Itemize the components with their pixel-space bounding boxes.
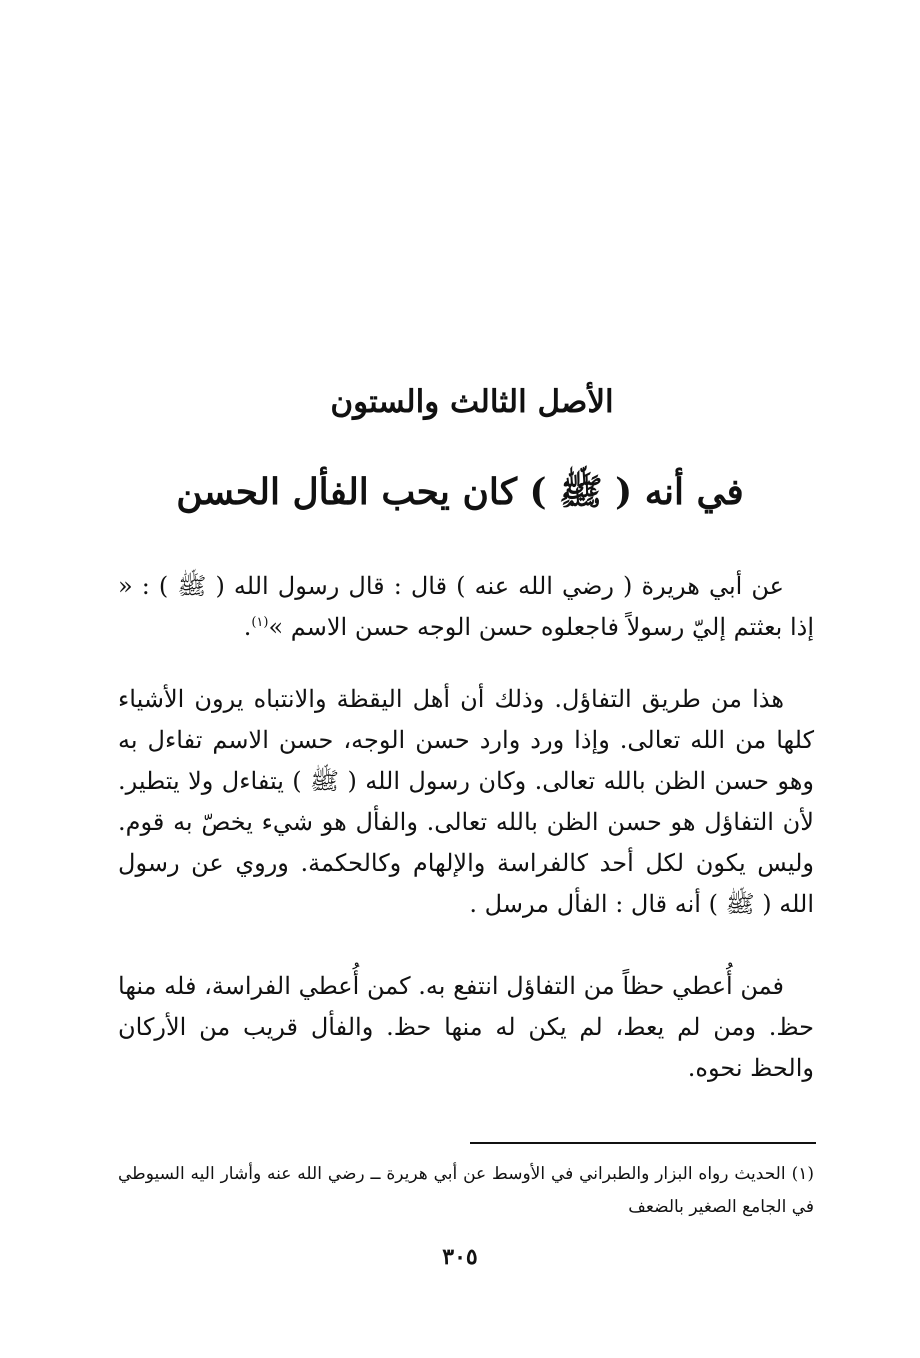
- chapter-title: في أنه ( ﷺ ) كان يحب الفأل الحسن: [176, 471, 744, 513]
- footnote: [118, 1158, 814, 1224]
- page-number: ٣٠٥: [442, 1244, 478, 1270]
- paragraph-hadith: عن أبي هريرة ( رضي الله عنه ) قال : قال رسول الله ( ﷺ ) : « إذا بعثتم إليّ رسولاً فاجعلوه حسن الوجه حسن الاسم »$^{(١)}$.: [118, 572, 814, 641]
- chapter-heading: الأصل الثالث والستون: [330, 384, 614, 420]
- paragraph-conclusion: فمن أُعطي حظاً من التفاؤل انتفع به. كمن أُعطي الفراسة، فله منها حظ. ومن لم يعط، لم يكن له منها حظ. والفأل قريب من الأركان والحظ نحوه.: [118, 972, 814, 1082]
- footnote-number: (١): [791, 1164, 814, 1184]
- paragraph-hadith-text: عن أبي هريرة ( رضي الله عنه ) قال : قال رسول الله ( ﷺ ) : « إذا بعثتم إليّ رسولاً فاجعلوه حسن الوجه حسن الاسم »: [118, 572, 814, 641]
- footnote-reference: (١): [251, 615, 269, 630]
- footnote-text: الحديث رواه البزار والطبراني في الأوسط عن أبي هريرة ــ رضي الله عنه وأشار اليه السيوطي في الجامع الصغير بالضعف: [118, 1164, 814, 1217]
- paragraph-explanation: هذا من طريق التفاؤل. وذلك أن أهل اليقظة والانتباه يرون الأشياء كلها من الله تعالى. وإذا ورد وارد حسن الوجه، حسن الاسم تفاءل به وهو حسن الظن بالله تعالى. وكان رسول الله ( ﷺ ) يتفاءل ولا يتطير. لأن التفاؤل هو حسن الظن بالله تعالى. والفأل هو شيء يخصّ به قوم. وليس يكون لكل أحد كالفراسة والإلهام وكالحكمة. وروي عن رسول الله ( ﷺ ) أنه قال : الفأل مرسل .: [118, 685, 814, 918]
- footnote-divider: [470, 1142, 816, 1144]
